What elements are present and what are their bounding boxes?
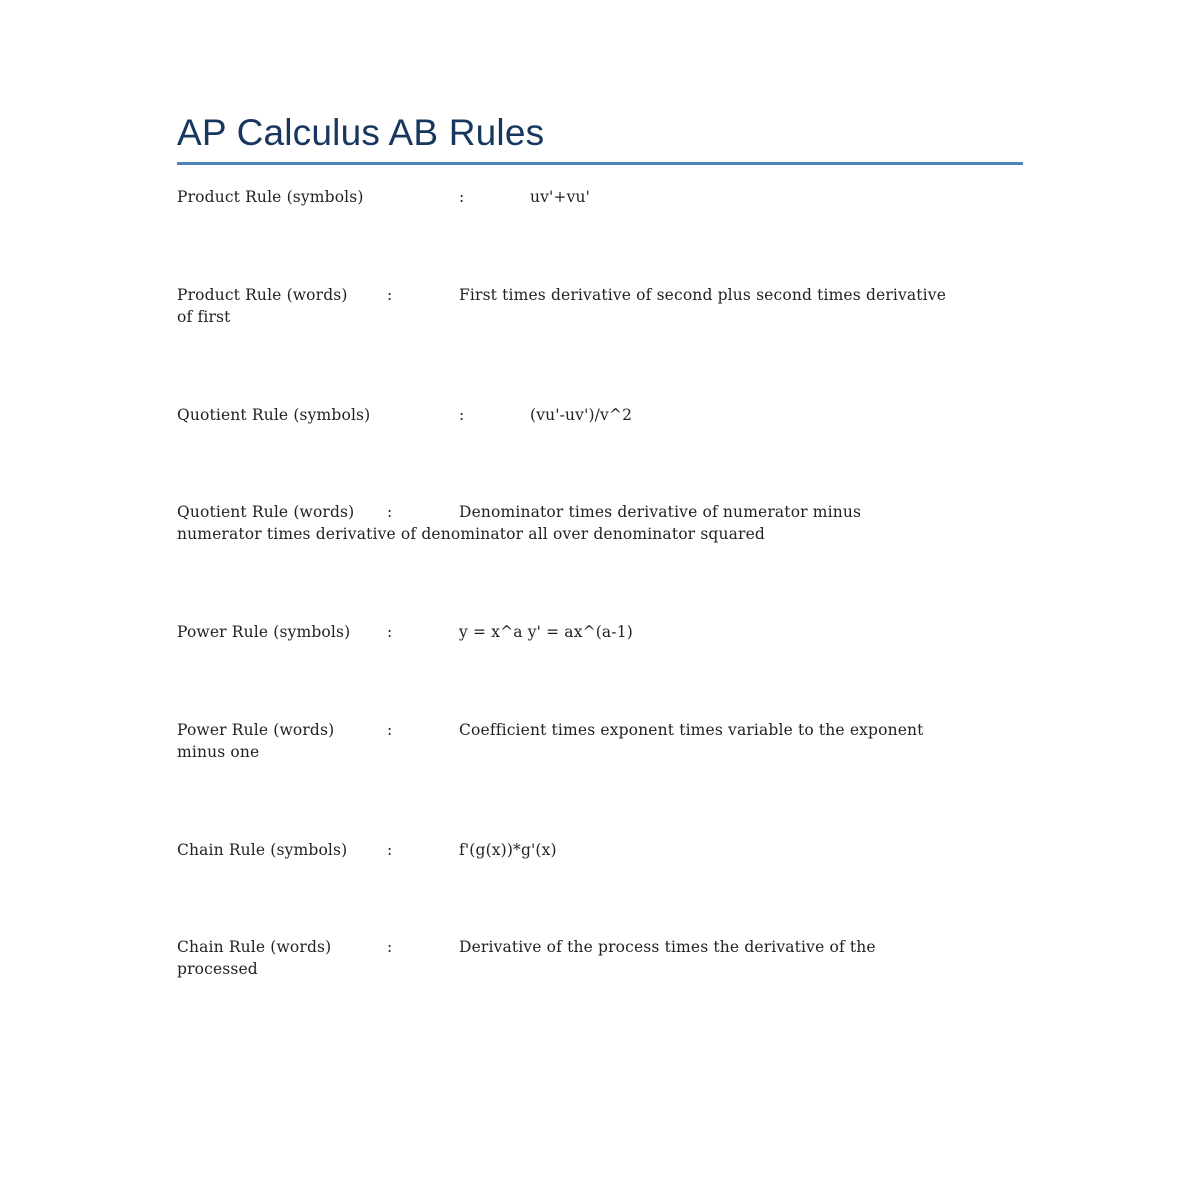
rule-separator: : [387, 721, 393, 739]
rule-value-continuation: minus one [177, 743, 260, 761]
rule-value: First times derivative of second plus second times derivative [459, 286, 947, 304]
rule-entry-product-symbols [177, 186, 1023, 208]
rule-value: Coefficient times exponent times variable to the exponent [459, 721, 924, 739]
rule-entry-power-symbols [177, 621, 1023, 643]
rule-entry-chain-symbols [177, 839, 1023, 861]
rule-entry-quotient-symbols [177, 404, 1023, 426]
rule-value: uv'+vu' [530, 188, 591, 206]
rule-separator: : [387, 503, 393, 521]
page-title: AP Calculus AB Rules [177, 112, 545, 153]
rule-value: y = x^a y' = ax^(a-1) [459, 623, 633, 641]
rule-separator: : [387, 938, 393, 956]
rule-value: Derivative of the process times the derivative of the [459, 938, 876, 956]
rule-label: Power Rule (symbols) [177, 623, 351, 641]
rule-label: Product Rule (words) [177, 286, 348, 304]
rule-label: Quotient Rule (words) [177, 503, 355, 521]
rule-separator: : [387, 623, 393, 641]
rule-value-continuation: of first [177, 308, 231, 326]
rule-value-continuation: numerator times derivative of denominator all over denominator squared [177, 525, 765, 543]
rule-value: (vu'-uv')/v^2 [530, 406, 633, 424]
rule-label: Chain Rule (words) [177, 938, 332, 956]
rule-separator: : [387, 286, 393, 304]
rule-label: Power Rule (words) [177, 721, 335, 739]
rule-value: f'(g(x))*g'(x) [459, 841, 557, 859]
rule-separator: : [459, 406, 465, 424]
rule-entry-chain-words [177, 936, 1023, 980]
rule-value-continuation: processed [177, 960, 258, 978]
rule-label: Product Rule (symbols) [177, 188, 364, 206]
rule-entry-quotient-words [177, 501, 1023, 545]
rule-label: Quotient Rule (symbols) [177, 406, 371, 424]
rule-separator: : [459, 188, 465, 206]
rule-label: Chain Rule (symbols) [177, 841, 348, 859]
title-underline-divider [177, 162, 1023, 165]
rule-separator: : [387, 841, 393, 859]
rule-entry-product-words [177, 284, 1023, 328]
rule-value: Denominator times derivative of numerator minus [459, 503, 862, 521]
rule-entry-power-words [177, 719, 1023, 763]
